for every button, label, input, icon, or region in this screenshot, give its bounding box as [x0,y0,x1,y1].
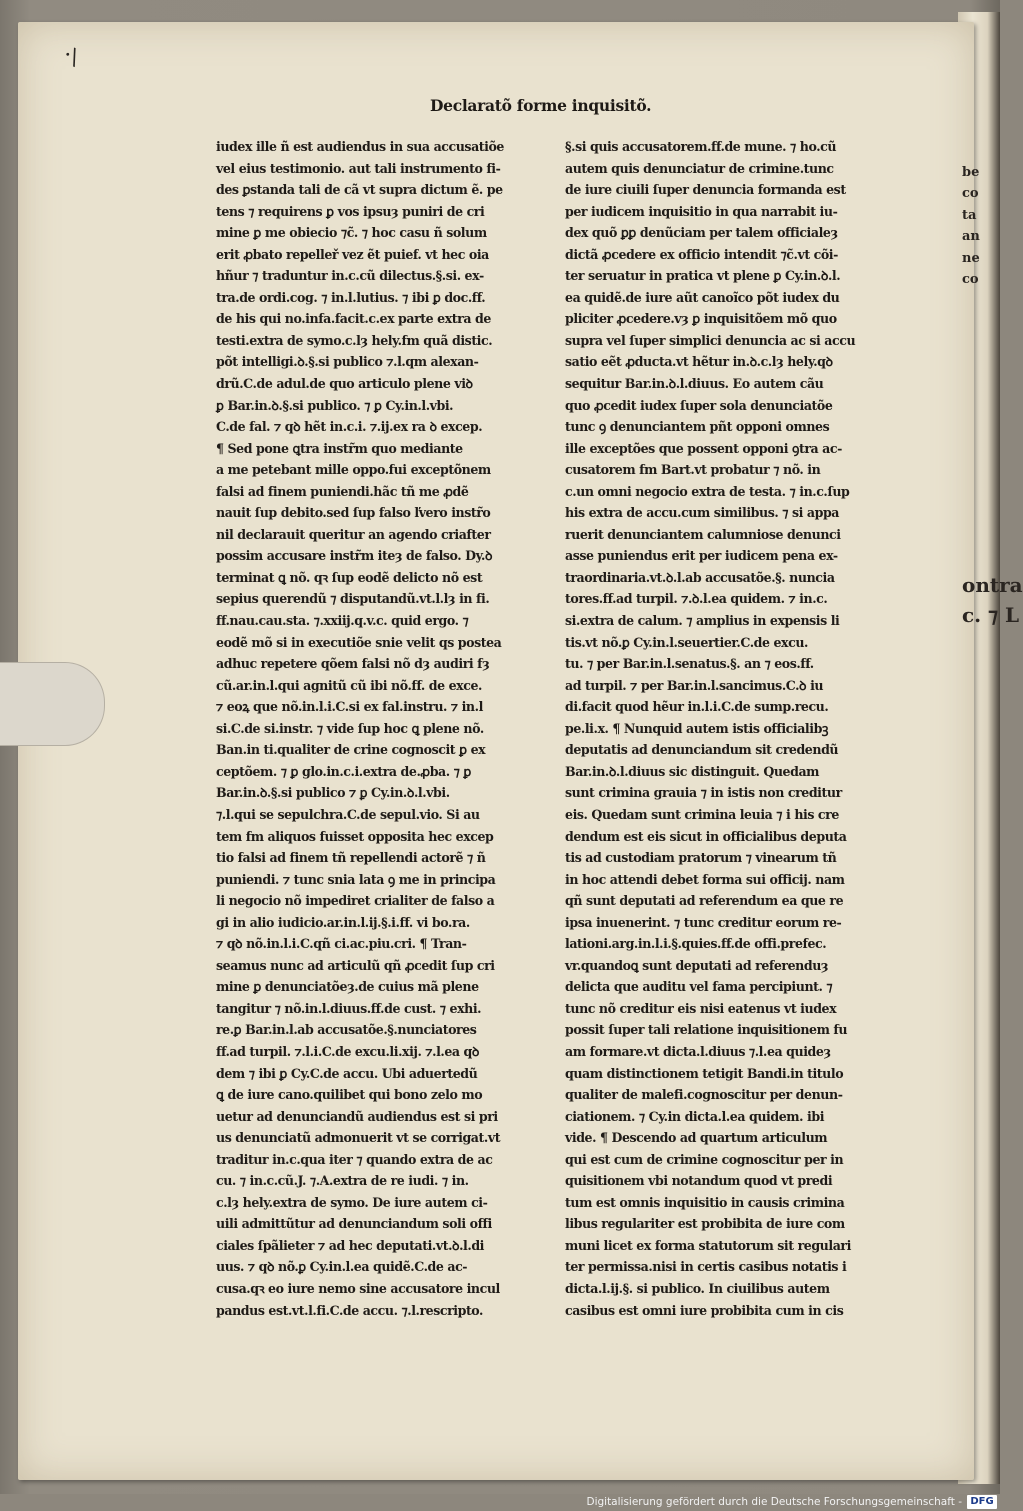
text-line [962,506,998,528]
text-line: pe.li.x. ¶ Nunquid autem istis officialibꝫ [565,720,828,736]
text-line [962,377,998,399]
text-line: ciales ſpãlieter ⁊ ad hec deputati.vt.ꝺ.l.di [216,1237,485,1253]
facing-page-margin-fragments [962,140,1023,630]
text-line: uetur ad denunciandũ audiendus est si pri [216,1108,498,1124]
text-line: ciationem. ⁊ Cy.in dicta.l.ea quidem. ibi [565,1108,825,1124]
text-line: iudex ille ñ est audiendus in sua accusatiõe [216,139,504,154]
left-text-column [216,136,551,1321]
text-line: ipsa inuenerint. ⁊ tunc creditur eorum re- [565,914,842,930]
text-line: vel eius testimonio. aut tali instrumento fi- [216,160,501,176]
text-line: gi in alio iudicio.ar.in.l.ij.§.i.ff. vi bo.ra. [216,914,470,930]
text-line: co [962,186,979,201]
text-line: his extra de accu.cum similibus. ⁊ si appa [565,505,840,521]
text-line: re.ꝑ Bar.in.l.ab accusatõe.§.nunciatores [216,1022,477,1038]
text-line: ne [962,250,980,266]
text-line: puniendi. ⁊ tunc snia lata ꝯ me in principa [216,871,496,887]
text-line: terminat ꝗ nõ. qꝛ ſup eodẽ delicto nõ est [216,569,483,585]
text-line [962,420,998,442]
text-line [962,441,998,463]
text-line: ter permissa.nisi in certis casibus notatis i [565,1259,847,1275]
text-line: traditur in.c.qua iter ⁊ quando extra de ac [216,1151,493,1167]
text-line: tangitur ⁊ nõ.in.l.diuus.ff.de cust. ⁊ exhi. [216,1000,482,1016]
text-line: nil declarauit queritur an agendo criafter [216,526,491,542]
text-line: ruerit denunciantem calumniose denunci [565,526,841,542]
text-line: per iudicem inquisitio in qua narrabit iu- [565,203,838,219]
text-line: di.facit quod hẽur in.l.i.C.de sump.recu. [565,699,829,715]
text-line: adhuc repetere qõem falsi nõ dȝ audiri fȝ [216,656,490,672]
text-line: c. ⁊ L [962,603,1020,627]
text-line: co [962,272,979,287]
text-line: asse puniendus erit per iudicem pena ex- [565,548,838,564]
text-line: testi.extra de symo.c.lȝ hely.fm quã distic. [216,332,493,348]
text-line: mine ꝑ denunciatõeȝ.de cuius mã plene [216,979,479,995]
text-line [962,527,998,549]
text-line: eis. Quedam sunt crimina leuia ⁊ i his cre [565,806,839,822]
text-line: ad turpil. ⁊ per Bar.in.l.sancimus.C.ꝺ iu [565,677,824,693]
text-line: des ꝑstanda tali de cã vt supra dictum ẽ. pe [216,182,503,198]
text-line: tis.vt nõ.ꝑ Cy.in.l.seuertier.C.de excu. [565,634,808,650]
text-line: seamus nunc ad articulũ qñ ꝓcedit ſup cri [216,957,495,973]
text-line: a me petebant mille oppo.fui exceptõnem [216,462,491,478]
text-line: in hoc attendi debet forma sui officij. nam [565,871,845,887]
text-line: pliciter ꝓcedere.vȝ ꝑ inquisitõem mõ quo [565,311,837,327]
text-line: dicta.l.ij.§. si publico. In ciuilibus autem [565,1280,830,1296]
text-line: ter seruatur in pratica vt plene ꝑ Cy.in.ꝺ.l. [565,268,841,284]
text-line: ꝗ de iure cano.quilibet qui bono zelo mo [216,1087,483,1103]
text-line: autem quis denunciatur de crimine.tunc [565,160,834,176]
text-line: Ban.in ti.qualiter de crine cognoscit ꝑ ex [216,742,486,758]
text-line: tio falsi ad finem tñ repellendi actorẽ ⁊ ñ [216,850,486,866]
text-line: lationi.arg.in.l.i.§.quies.ff.de offi.prefec. [565,936,827,952]
text-line: dictã ꝓcedere ex officio intendit ⁊c̃.vt cõi- [565,246,838,262]
text-line: §.si quis accusatorem.ff.de mune. ⁊ ho.cũ [565,139,837,154]
text-line: eodẽ mõ si in executiõe snie velit qs postea [216,634,502,650]
text-line: quam distinctionem tetigit Bandi.in titulo [565,1065,844,1081]
text-line: dendum est eis sicut in officialibus deputa [565,828,847,844]
text-line: cu. ⁊ in.c.cũ.J. ⁊.A.extra de re iudi. ⁊ in. [216,1173,469,1189]
text-line: dem ⁊ ibi ꝑ Cy.C.de accu. Ubi aduertedũ [216,1065,478,1081]
text-line: cũ.ar.in.l.qui agnitũ cũ ibi nõ.ff. de exce. [216,677,482,693]
text-line: possit ſuper tali relatione inquisitionem fu [565,1022,848,1038]
text-line: muni licet ex forma statutorum sit regulari [565,1237,851,1253]
text-line: vr.quandoꝗ sunt deputati ad referenduȝ [565,957,829,973]
text-line: ¶ Sed pone ꝗtra instr̃m quo mediante [216,440,463,456]
text-line: casibus est omni iure probibita cum in cis [565,1302,844,1318]
text-line [962,140,998,162]
text-line: tunc ꝯ denunciantem pñt opponi omnes [565,419,830,435]
text-line: ⁊ eoꝝ que nõ.in.l.i.C.si ex fal.instru. ⁊ in.l [216,699,483,715]
right-text-column [565,136,900,1321]
text-line: be [962,164,980,180]
text-line [962,355,998,377]
text-line: am formare.vt dicta.l.diuus ⁊.l.ea quideȝ [565,1043,831,1059]
text-line: traordinaria.vt.ꝺ.l.ab accusatõe.§. nuncia [565,569,835,585]
text-line: uus. ⁊ qꝺ nõ.ꝑ Cy.in.l.ea quidẽ.C.de ac- [216,1259,468,1275]
text-line: ⁊.l.qui se sepulchra.C.de sepul.vio. Si au [216,806,480,822]
running-head: Declaratõ forme inquisitõ. [430,96,652,115]
text-line: c.un omni negocio extra de testa. ⁊ in.c.ſup [565,483,850,499]
text-line: erit ꝓbato repelleř vez ẽt puief. vt hec oia [216,246,489,262]
text-line [962,291,998,313]
text-line: deputatis ad denunciandum sit credendũ [565,742,839,758]
text-line: tens ⁊ requirens ꝑ vos ipsuȝ puniri de cri [216,203,485,219]
text-line: quo ꝓcedit iudex ſuper sola denunciatõe [565,397,833,413]
digitization-credit: Digitalisierung gefördert durch die Deutsche Forschungsgemeinschaft - [586,1496,962,1508]
text-line [962,463,998,485]
text-line: satio eẽt ꝓducta.vt hẽtur in.ꝺ.c.lȝ hely.qꝺ [565,354,833,370]
text-line [962,312,998,334]
text-line [962,398,998,420]
text-line: libus regulariter est probibita de iure com [565,1216,845,1232]
text-line: cusatorem fm Bart.vt probatur ⁊ nõ. in [565,462,821,478]
text-line [962,484,998,506]
text-line: pandus est.vt.l.fi.C.de accu. ⁊.l.rescripto. [216,1302,483,1318]
bookmark-tab [0,662,105,746]
text-line: dex quõ ꝑꝑ denũciam per talem officialeȝ [565,225,838,241]
text-line: sequitur Bar.in.ꝺ.l.diuus. Eo autem cãu [565,376,824,392]
text-line: ff.nau.cau.sta. ⁊.xxiij.q.v.c. quid ergo. ⁊ [216,613,469,629]
text-line: delicta que auditu vel fama percipiunt. ⁊ [565,979,833,995]
text-line: ꝑ Bar.in.ꝺ.§.si publico. ⁊ ꝑ Cy.in.l.vbi. [216,397,454,413]
text-line [962,334,998,356]
text-line: tu. ⁊ per Bar.in.l.senatus.§. an ⁊ eos.ff. [565,656,814,672]
text-line: põt intelligi.ꝺ.§.si publico ⁊.l.qm alexan- [216,354,479,370]
text-line: us denunciatũ admonuerit vt se corrigat.vt [216,1130,501,1146]
text-line: vide. ¶ Descendo ad quartum articulum [565,1130,828,1146]
text-line: tores.ff.ad turpil. ⁊.ꝺ.l.ea quidem. ⁊ in.c. [565,591,828,607]
corner-ink-mark: ·\ [59,42,82,71]
text-line: tum est omnis inquisitio in causis crimina [565,1194,845,1210]
text-line: Bar.in.ꝺ.l.diuus sic distinguit. Quedam [565,763,820,779]
text-line: ontra [962,573,1023,597]
text-line: an [962,229,980,244]
text-line: si.extra de calum. ⁊ amplius in expensis li [565,613,840,629]
text-line: de iure ciuili ſuper denuncia formanda est [565,182,846,198]
text-line: tis ad custodiam pratorum ⁊ vinearum tñ [565,850,837,866]
text-line: ta [962,207,977,223]
text-line: si.C.de si.instr. ⁊ vide ſup hoc ꝗ plene nõ. [216,720,484,736]
text-line: drũ.C.de adul.de quo articulo plene viꝺ [216,376,473,392]
text-line: cusa.qꝛ eo iure nemo sine accusatore incul [216,1280,500,1296]
text-line: ea quidẽ.de iure aũt canoĩco põt iudex du [565,289,840,305]
text-line: ille exceptões que possent opponi ꝯtra ac- [565,440,842,456]
text-line: c.lȝ hely.extra de symo. De iure autem ci- [216,1194,488,1210]
text-line [962,549,998,571]
text-line: supra vel ſuper simplici denuncia ac si accu [565,332,856,348]
dfg-logo: DFG [967,1495,997,1509]
text-line: qualiter de malefi.cognoscitur per denun- [565,1087,843,1103]
text-line: tem fm aliquos fuisset opposita hec excep [216,828,494,844]
text-line: sunt crimina grauia ⁊ in istis non creditur [565,785,842,801]
text-line: quisitionem vbi notandum quod vt predi [565,1173,833,1189]
text-line: tunc nõ creditur eis nisi eatenus vt iudex [565,1000,837,1016]
text-line: Bar.in.ꝺ.§.si publico ⁊ ꝑ Cy.in.ꝺ.l.vbi. [216,785,450,801]
text-line: nauit ſup debito.sed ſup falso ľvero instr̃o [216,505,491,521]
text-line: ⁊ qꝺ nõ.in.l.i.C.qñ ci.ac.piu.cri. ¶ Tran- [216,936,467,952]
text-line: C.de fal. ⁊ qꝺ hẽt in.c.i. ⁊.ij.ex ra ꝺ excep. [216,419,483,435]
text-line: mine ꝑ me obiecio ⁊c̃. ⁊ hoc casu ñ solum [216,225,487,241]
text-line: possim accusare instr̃m iteȝ de falso. Dy.ꝺ [216,548,493,564]
text-line: qñ sunt deputati ad referendum ea que re [565,893,844,909]
text-line: hñur ⁊ traduntur in.c.cũ dilectus.§.si. ex- [216,268,484,284]
text-line: tra.de ordi.cog. ⁊ in.l.lutius. ⁊ ibi ꝑ doc.ff. [216,289,486,305]
text-line: de his qui no.infa.facit.c.ex parte extra de [216,311,491,327]
text-line: uili admittũtur ad denunciandum soli offi [216,1216,492,1232]
text-line: falsi ad finem puniendi.hãc tñ me ꝓdẽ [216,483,469,499]
text-line: li negocio nõ impediret crialiter de falso a [216,893,495,909]
text-line: ff.ad turpil. ⁊.l.i.C.de excu.li.xij. ⁊.l.ea qꝺ [216,1043,480,1059]
text-line: qui est cum de crimine cognoscitur per in [565,1151,844,1167]
text-line: sepius querendũ ⁊ disputandũ.vt.l.lȝ in fi. [216,591,490,607]
text-line: ceptõem. ⁊ ꝑ glo.in.c.i.extra de.ꝓba. ⁊ ꝑ [216,763,471,779]
